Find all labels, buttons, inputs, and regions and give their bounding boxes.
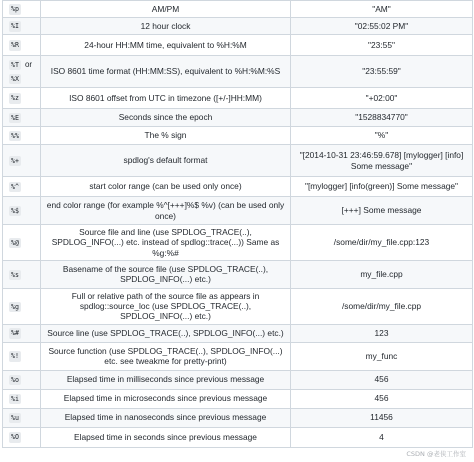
description-cell: start color range (can be used only once) bbox=[41, 177, 291, 197]
table-row bbox=[3, 88, 473, 109]
table-row bbox=[3, 1, 473, 18]
example-cell: "%" bbox=[291, 127, 473, 145]
description-cell: Source line (use SPDLOG_TRACE(..), SPDLOG_INFO(...) etc.) bbox=[41, 324, 291, 342]
flag-code: %R bbox=[11, 41, 19, 50]
description-cell: Full or relative path of the source file as appears in spdlog::source_loc (use SPDLOG_TRACE(..), SPDLOG_INFO(...) etc.) bbox=[41, 288, 291, 324]
flag-cell bbox=[3, 288, 41, 324]
description-cell: Seconds since the epoch bbox=[41, 109, 291, 127]
flag-cell bbox=[3, 427, 41, 447]
description-cell: Elapsed time in nanoseconds since previous message bbox=[41, 408, 291, 427]
description-cell: Basename of the source file (use SPDLOG_TRACE(..), SPDLOG_INFO(...) etc.) bbox=[41, 260, 291, 288]
example-cell: "+02:00" bbox=[291, 88, 473, 109]
flag-code: %O bbox=[11, 433, 19, 442]
flag-code: %E bbox=[11, 113, 19, 122]
flag-cell bbox=[3, 88, 41, 109]
table-row bbox=[3, 288, 473, 324]
flag-cell bbox=[3, 389, 41, 408]
flag-code: %$ bbox=[11, 206, 19, 215]
example-cell: 456 bbox=[291, 370, 473, 389]
example-cell: 4 bbox=[291, 427, 473, 447]
flag-code: %s bbox=[11, 270, 19, 279]
flag-code: %g bbox=[11, 302, 19, 311]
example-cell: my_func bbox=[291, 342, 473, 370]
example-cell: "[2014-10-31 23:46:59.678] [mylogger] [info] Some message" bbox=[291, 145, 473, 177]
flag-code: %o bbox=[11, 375, 19, 384]
example-cell: [+++] Some message bbox=[291, 197, 473, 225]
table-row bbox=[3, 197, 473, 225]
flag-alt-line bbox=[9, 73, 36, 84]
flag-cell bbox=[3, 225, 41, 261]
table-row bbox=[3, 370, 473, 389]
flag-cell bbox=[3, 127, 41, 145]
watermark: CSDN @老侠工作室 bbox=[406, 450, 466, 458]
flag-code: %@ bbox=[11, 238, 19, 247]
example-cell: "[mylogger] [info(green)] Some message" bbox=[291, 177, 473, 197]
flag-cell bbox=[3, 370, 41, 389]
table-row bbox=[3, 109, 473, 127]
table-row bbox=[3, 18, 473, 35]
flag-code: %z bbox=[11, 94, 19, 103]
flag-code: %+ bbox=[11, 156, 19, 165]
format-flags-table bbox=[2, 0, 473, 448]
example-cell: "02:55:02 PM" bbox=[291, 18, 473, 35]
flag-cell bbox=[3, 1, 41, 18]
example-cell: "AM" bbox=[291, 1, 473, 18]
description-cell: Source function (use SPDLOG_TRACE(..), SPDLOG_INFO(...) etc. see tweakme for pretty-print) bbox=[41, 342, 291, 370]
example-cell: "23:55" bbox=[291, 35, 473, 56]
flag-or-text: or bbox=[24, 59, 33, 69]
example-cell: "23:55:59" bbox=[291, 56, 473, 88]
table-row bbox=[3, 35, 473, 56]
example-cell: /some/dir/my_file.cpp bbox=[291, 288, 473, 324]
table-row bbox=[3, 127, 473, 145]
example-cell: 11456 bbox=[291, 408, 473, 427]
flag-code: %% bbox=[11, 131, 19, 140]
example-cell: /some/dir/my_file.cpp:123 bbox=[291, 225, 473, 261]
example-cell: my_file.cpp bbox=[291, 260, 473, 288]
table-row bbox=[3, 389, 473, 408]
flag-cell bbox=[3, 109, 41, 127]
flag-cell bbox=[3, 177, 41, 197]
table-body bbox=[3, 1, 473, 448]
table-row bbox=[3, 177, 473, 197]
table-row bbox=[3, 342, 473, 370]
flag-cell bbox=[3, 324, 41, 342]
table-row bbox=[3, 260, 473, 288]
table-row bbox=[3, 427, 473, 447]
flag-code: %! bbox=[11, 352, 19, 361]
description-cell: spdlog's default format bbox=[41, 145, 291, 177]
table-row bbox=[3, 56, 473, 88]
description-cell: 12 hour clock bbox=[41, 18, 291, 35]
table-row bbox=[3, 324, 473, 342]
flag-code: %# bbox=[11, 329, 19, 338]
description-cell: 24-hour HH:MM time, equivalent to %H:%M bbox=[41, 35, 291, 56]
description-cell: Elapsed time in milliseconds since previous message bbox=[41, 370, 291, 389]
table-row bbox=[3, 145, 473, 177]
example-cell: "1528834770" bbox=[291, 109, 473, 127]
flag-code-alt: %X bbox=[11, 75, 19, 83]
flag-code: %p bbox=[11, 5, 19, 14]
table-row bbox=[3, 225, 473, 261]
description-cell: ISO 8601 offset from UTC in timezone ([+/-]HH:MM) bbox=[41, 88, 291, 109]
flag-cell bbox=[3, 18, 41, 35]
description-cell: AM/PM bbox=[41, 1, 291, 18]
flag-code: %T bbox=[11, 60, 19, 69]
flag-cell bbox=[3, 145, 41, 177]
flag-code: %u bbox=[11, 413, 19, 422]
flag-code: %i bbox=[11, 394, 19, 403]
flag-cell bbox=[3, 56, 41, 88]
description-cell: ISO 8601 time format (HH:MM:SS), equivalent to %H:%M:%S bbox=[41, 56, 291, 88]
description-cell: The % sign bbox=[41, 127, 291, 145]
flag-cell bbox=[3, 260, 41, 288]
description-cell: end color range (for example %^[+++]%$ %v) (can be used only once) bbox=[41, 197, 291, 225]
table-row bbox=[3, 408, 473, 427]
flag-cell bbox=[3, 342, 41, 370]
flag-code: %^ bbox=[11, 182, 19, 191]
example-cell: 123 bbox=[291, 324, 473, 342]
flag-cell bbox=[3, 197, 41, 225]
example-cell: 456 bbox=[291, 389, 473, 408]
flag-cell bbox=[3, 408, 41, 427]
description-cell: Elapsed time in microseconds since previous message bbox=[41, 389, 291, 408]
description-cell: Elapsed time in seconds since previous message bbox=[41, 427, 291, 447]
flag-code: %I bbox=[11, 22, 19, 31]
description-cell: Source file and line (use SPDLOG_TRACE(..), SPDLOG_INFO(...) etc. instead of spdlog::trace(...)) Same as %g:%# bbox=[41, 225, 291, 261]
flag-cell bbox=[3, 35, 41, 56]
